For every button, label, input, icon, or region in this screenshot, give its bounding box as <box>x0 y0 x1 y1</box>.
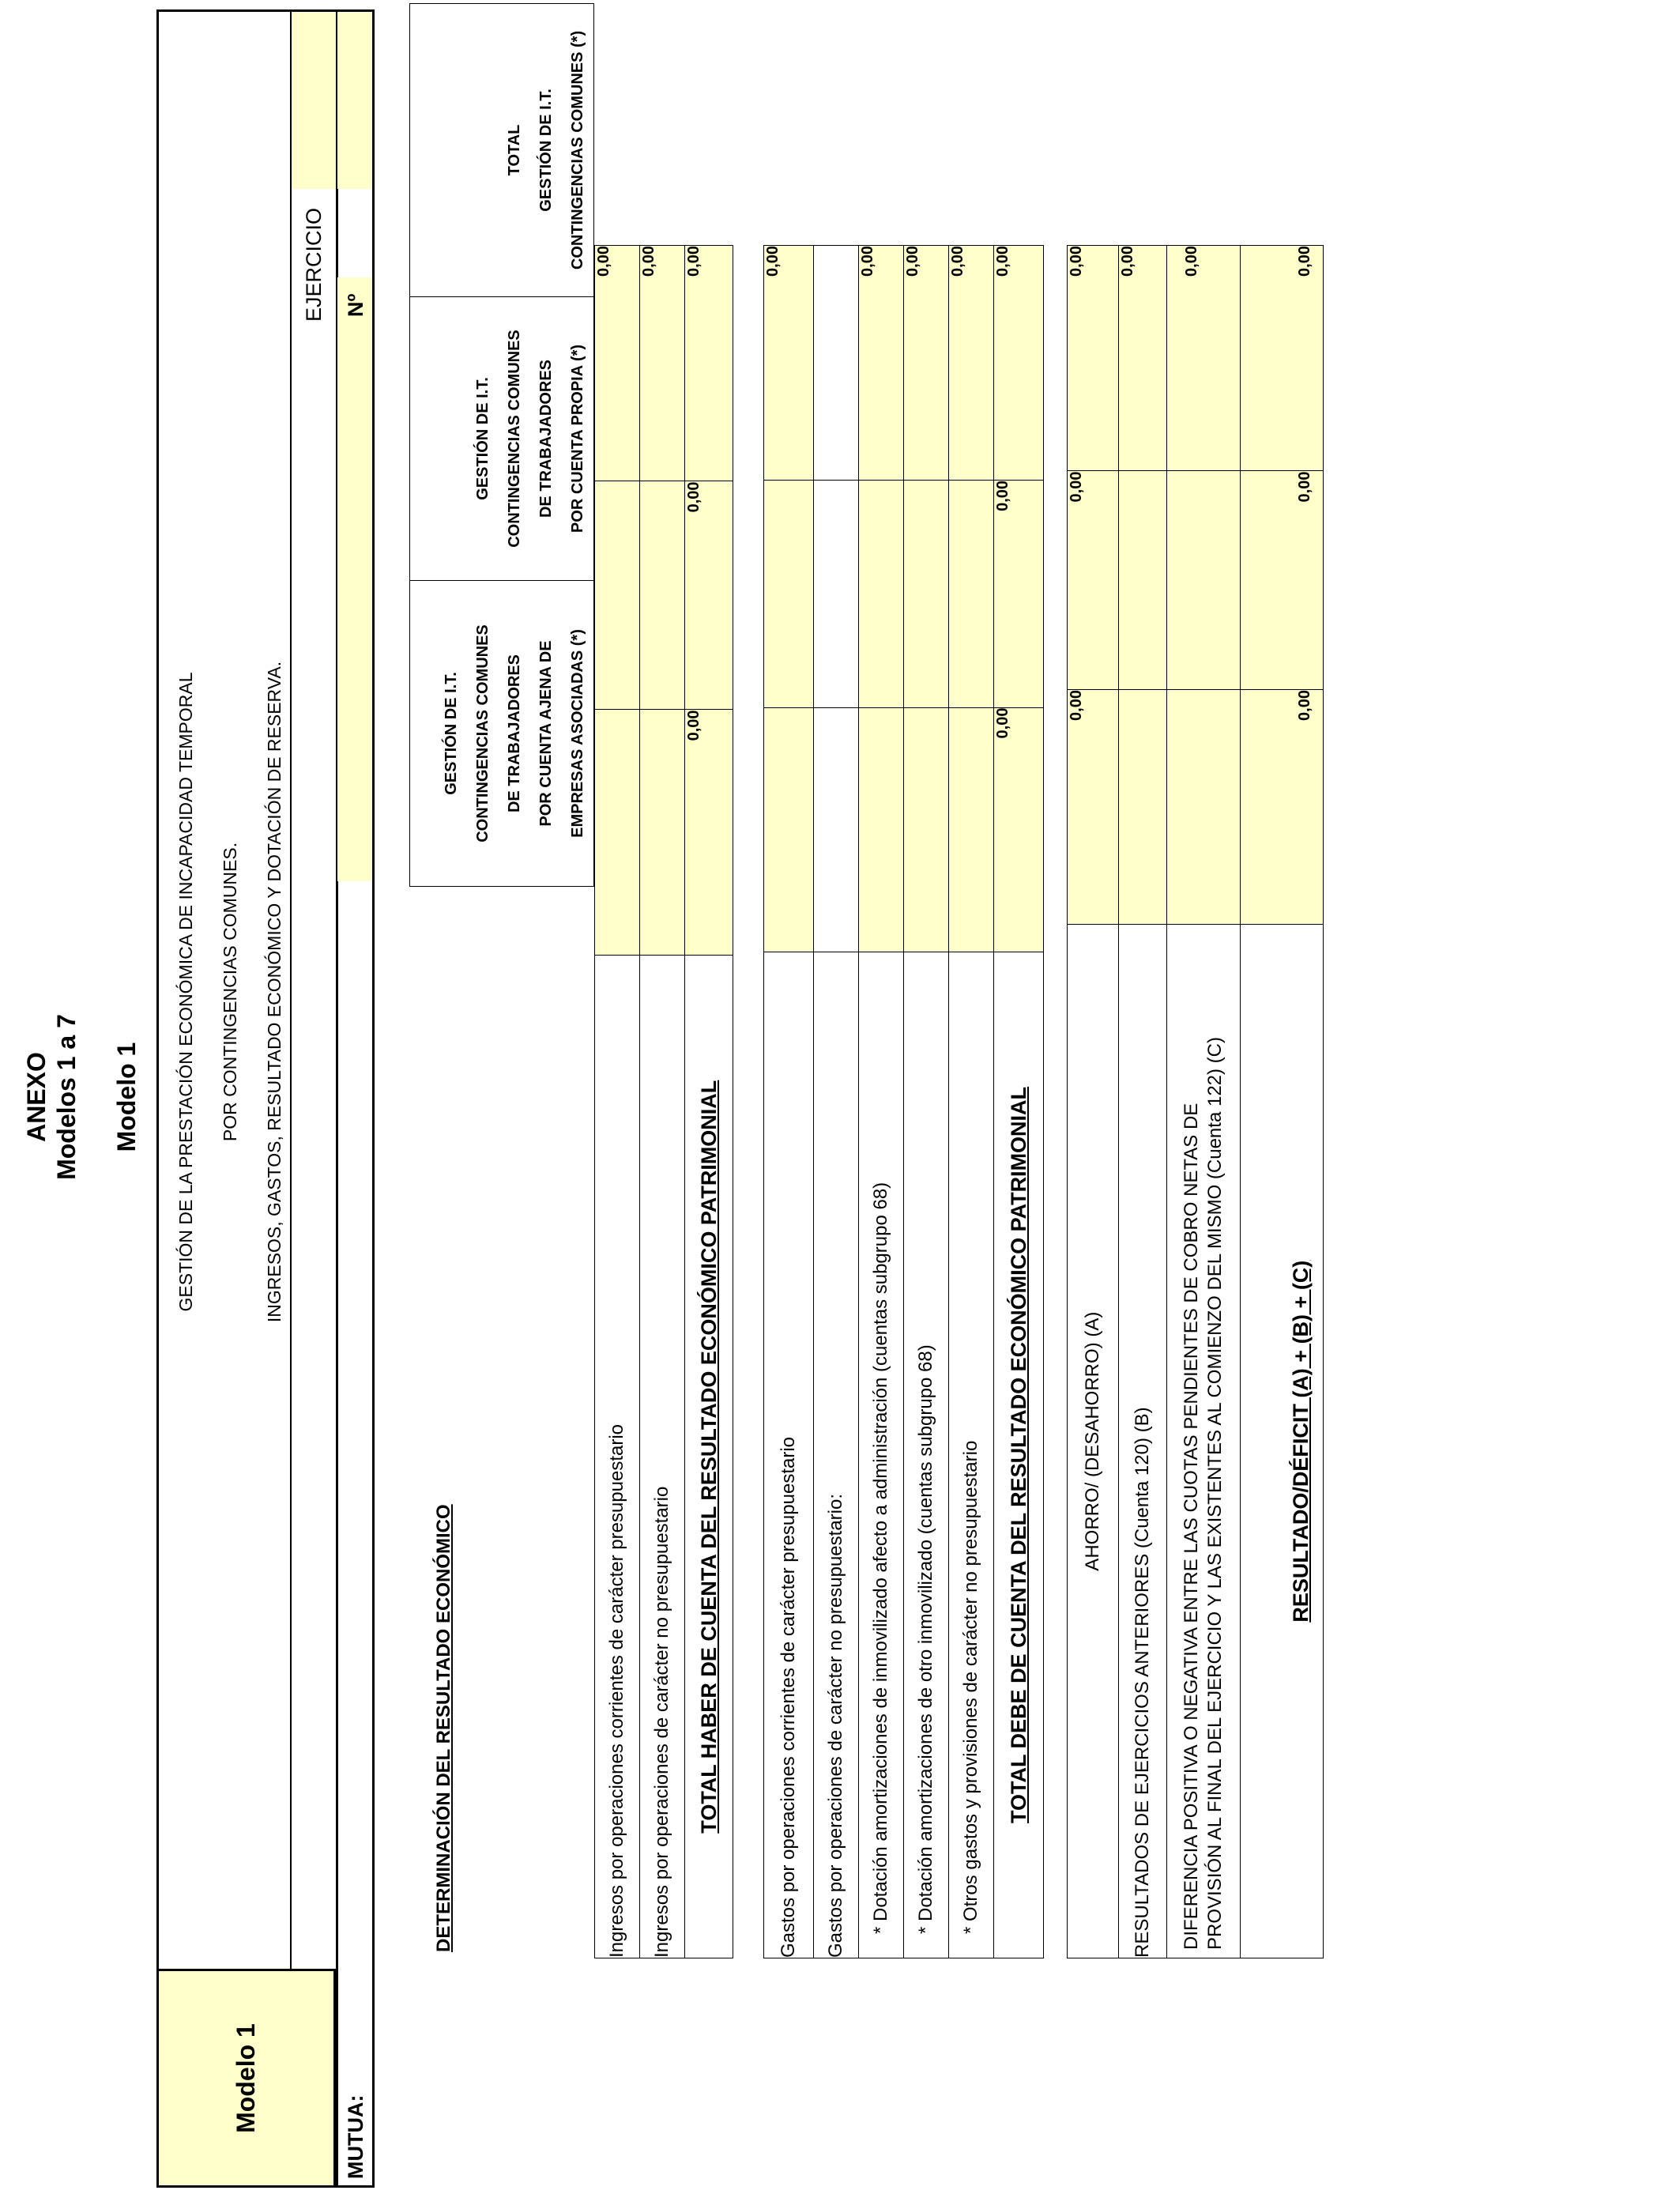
debe-row2-c2 <box>814 480 859 707</box>
annex-title: ANEXO <box>22 1052 51 1142</box>
anteriores-c1[interactable] <box>1119 690 1167 925</box>
table-row <box>1241 246 1324 1958</box>
haber-total-c2: 0,00 <box>685 481 733 710</box>
model-label: Modelo 1 <box>232 2023 260 2133</box>
col1-line3: DE TRABAJADORES <box>506 654 523 813</box>
anteriores-c2[interactable] <box>1119 471 1167 690</box>
debe-row4-total: 0,00 <box>904 246 949 481</box>
debe-row3-total: 0,00 <box>859 246 904 481</box>
table-row <box>1167 246 1241 1958</box>
resultado-table <box>1067 245 1324 1958</box>
debe-row2-c1 <box>814 707 859 952</box>
debe-row4-c2[interactable] <box>904 480 949 707</box>
table-row <box>1119 246 1167 1958</box>
diferencia-c1[interactable] <box>1167 690 1241 925</box>
haber-row1-c1[interactable] <box>595 710 640 956</box>
header-divider <box>290 12 292 1969</box>
diferencia-label-line1: DIFERENCIA POSITIVA O NEGATIVA ENTRE LAS CUOTAS PENDIENTES DE COBRO NETAS DE <box>1181 1103 1202 1950</box>
table-row <box>814 246 859 1958</box>
debe-row3-label: * Dotación amortizaciones de inmovilizado afecto a administración (cuentas subgrupo 68) <box>859 952 904 1958</box>
model-title: Modelo 1 <box>112 1042 141 1152</box>
table-row <box>949 246 994 1958</box>
diferencia-label <box>1167 925 1241 1958</box>
table-row <box>764 246 814 1958</box>
debe-total-c2: 0,00 <box>994 480 1044 707</box>
description-line-2: POR CONTINGENCIAS COMUNES. <box>220 842 240 1142</box>
table-row <box>685 246 733 1958</box>
haber-table <box>594 245 733 1958</box>
haber-total-label: TOTAL HABER DE CUENTA DEL RESULTADO ECONÓMICO PATRIMONIAL <box>685 956 733 1958</box>
column-header-total <box>410 4 594 297</box>
section-title: DETERMINACIÓN DEL RESULTADO ECONÓMICO <box>433 1504 454 1952</box>
table-row <box>859 246 904 1958</box>
debe-table <box>763 245 1044 1958</box>
column-header-ajena <box>410 581 594 887</box>
haber-total-c3: 0,00 <box>685 246 733 481</box>
final-c3: 0,00 <box>1241 246 1324 472</box>
table-row <box>994 246 1044 1958</box>
column-header-table <box>409 3 594 887</box>
header-box <box>156 9 375 2188</box>
col3-line3: CONTINGENCIAS COMUNES (*) <box>569 30 586 270</box>
col2-line2: CONTINGENCIAS COMUNES <box>506 330 523 548</box>
table-row <box>640 246 685 1958</box>
haber-row2-c2[interactable] <box>640 481 685 710</box>
col2-line3: DE TRABAJADORES <box>537 359 555 518</box>
col1-line1: GESTIÓN DE I.T. <box>443 672 460 795</box>
diferencia-total: 0,00 <box>1167 246 1241 472</box>
final-c2: 0,00 <box>1241 471 1324 690</box>
col1-line2: CONTINGENCIAS COMUNES <box>474 624 492 843</box>
haber-row1-c2[interactable] <box>595 481 640 710</box>
anteriores-label: RESULTADOS DE EJERCICIOS ANTERIORES (Cuenta 120) (B) <box>1119 925 1167 1958</box>
ejercicio-label: EJERCICIO <box>302 207 326 322</box>
col1-line5: EMPRESAS ASOCIADAS (*) <box>569 629 586 838</box>
table-row <box>595 246 640 1958</box>
haber-row1-label: Ingresos por operaciones corrientes de carácter presupuestario <box>595 956 640 1958</box>
debe-total-c1: 0,00 <box>994 707 1044 952</box>
debe-row5-total: 0,00 <box>949 246 994 481</box>
ahorro-label: AHORRO/ (DESAHORRO) (A) <box>1068 925 1119 1958</box>
debe-total-c3: 0,00 <box>994 246 1044 481</box>
model-label-cell <box>159 1969 336 2185</box>
col2-line4: POR CUENTA PROPIA (*) <box>569 344 586 533</box>
debe-row4-c1[interactable] <box>904 707 949 952</box>
haber-row1-total: 0,00 <box>595 246 640 481</box>
diferencia-c2[interactable] <box>1167 471 1241 690</box>
final-c1: 0,00 <box>1241 690 1324 925</box>
diferencia-label-line2: PROVISIÓN AL FINAL DEL EJERCICIO Y LAS EXISTENTES AL COMIENZO DEL MISMO (Cuenta 122) (C) <box>1204 1037 1226 1950</box>
col1-line4: POR CUENTA AJENA DE <box>537 640 555 827</box>
col3-line1: TOTAL <box>506 124 523 176</box>
debe-row5-c2[interactable] <box>949 480 994 707</box>
ahorro-c2: 0,00 <box>1068 471 1119 690</box>
col2-line1: GESTIÓN DE I.T. <box>474 377 492 500</box>
debe-row3-c1[interactable] <box>859 707 904 952</box>
table-row <box>1068 246 1119 1958</box>
haber-total-c1: 0,00 <box>685 710 733 956</box>
anteriores-total: 0,00 <box>1119 246 1167 472</box>
debe-total-label: TOTAL DEBE DE CUENTA DEL RESULTADO ECONÓMICO PATRIMONIAL <box>994 952 1044 1958</box>
debe-row3-c2[interactable] <box>859 480 904 707</box>
debe-row1-c1[interactable] <box>764 707 814 952</box>
mutua-field[interactable] <box>337 277 372 881</box>
numero-field[interactable] <box>337 12 372 189</box>
column-header-propia <box>410 297 594 581</box>
ahorro-c3: 0,00 <box>1068 246 1119 472</box>
haber-row2-c1[interactable] <box>640 710 685 956</box>
debe-row5-label: * Otros gastos y provisiones de carácter no presupuestario <box>949 952 994 1958</box>
debe-row2-label: Gastos por operaciones de carácter no presupuestario: <box>814 952 859 1958</box>
annex-subtitle: Modelos 1 a 7 <box>52 1014 81 1180</box>
debe-row1-label: Gastos por operaciones corrientes de carácter presupuestario <box>764 952 814 1958</box>
numero-label: Nº <box>344 293 367 317</box>
debe-row2-c3 <box>814 246 859 481</box>
description-line-3: INGRESOS, GASTOS, RESULTADO ECONÓMICO Y DOTACIÓN DE RESERVA. <box>264 661 284 1323</box>
table-row <box>904 246 949 1958</box>
model-description <box>164 15 296 1969</box>
ejercicio-field[interactable] <box>292 12 336 189</box>
ahorro-c1: 0,00 <box>1068 690 1119 925</box>
haber-row2-total: 0,00 <box>640 246 685 481</box>
mutua-label: MUTUA: <box>344 2094 367 2179</box>
debe-row4-label: * Dotación amortizaciones de otro inmovilizado (cuentas subgrupo 68) <box>904 952 949 1958</box>
debe-row1-total: 0,00 <box>764 246 814 481</box>
col3-line2: GESTIÓN DE I.T. <box>537 89 555 212</box>
description-line-1: GESTIÓN DE LA PRESTACIÓN ECONÓMICA DE INCAPACIDAD TEMPORAL <box>175 672 196 1312</box>
debe-row5-c1[interactable] <box>949 707 994 952</box>
haber-row2-label: Ingresos por operaciones de carácter no presupuestario <box>640 956 685 1958</box>
debe-row1-c2[interactable] <box>764 480 814 707</box>
final-label: RESULTADO/DÉFICIT (A) + (B) + (C) <box>1241 925 1324 1958</box>
